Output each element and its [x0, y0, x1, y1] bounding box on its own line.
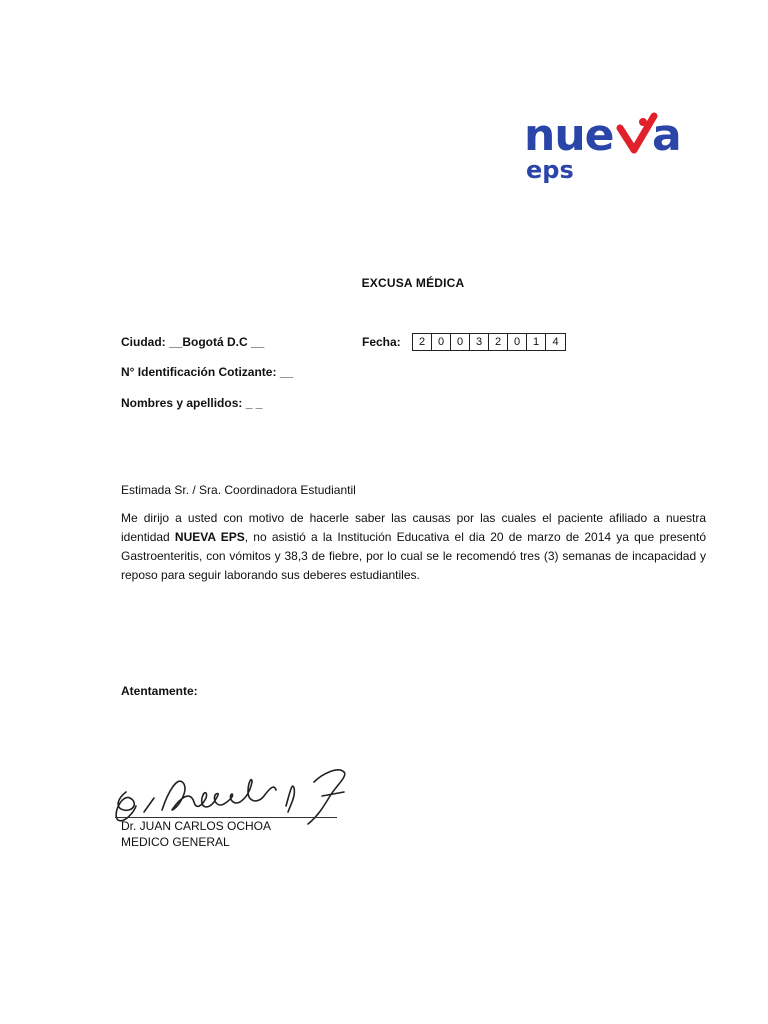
- date-digit: 0: [432, 334, 451, 350]
- nueva-eps-logo: [522, 108, 712, 184]
- document-title: EXCUSA MÉDICA: [361, 276, 465, 290]
- signatory-block: [121, 818, 271, 850]
- fecha-label: Fecha:: [362, 335, 401, 349]
- date-digit: 1: [527, 334, 546, 350]
- nombres-field: Nombres y apellidos: _ _: [121, 396, 263, 410]
- greeting: Estimada Sr. / Sra. Coordinadora Estudiantil: [121, 483, 356, 497]
- body-text-part1: Me dirijo a usted con motivo de hacerle saber las causas por las cuales el paciente afiliado a nuestra identidad: [121, 511, 706, 544]
- date-digit: 2: [489, 334, 508, 350]
- signatory-role: MEDICO GENERAL: [121, 835, 230, 849]
- body-text-bold: NUEVA EPS: [174, 530, 245, 544]
- date-digit: 4: [552, 336, 559, 348]
- svg-text:a: a: [652, 110, 682, 161]
- letter-body: [121, 509, 706, 585]
- identificacion-field: N° Identificación Cotizante: __: [121, 365, 294, 379]
- ciudad-field: Ciudad: __Bogotá D.C __: [121, 335, 265, 349]
- date-digit: 0: [508, 334, 527, 350]
- svg-text:nue: nue: [524, 110, 614, 161]
- body-text-part2: , no asistió a la Institución Educativa el dia 20 de marzo de 2014 ya que presentó Gastroenteritis, con vómitos y 38,3 de fiebre, por lo cual se le recomendó tres (3) semanas de incapacidad y reposo para seguir laborando sus deberes estudiantiles.: [121, 530, 707, 582]
- date-digit: 0: [451, 334, 470, 350]
- signatory-name: Dr. JUAN CARLOS OCHOA: [121, 819, 272, 833]
- date-digit: 3: [470, 334, 489, 350]
- svg-text:eps: eps: [526, 156, 574, 184]
- closing: Atentamente:: [121, 684, 198, 698]
- checkmark-icon: [620, 116, 654, 150]
- fecha-date-boxes: [412, 333, 566, 351]
- date-digit: 2: [413, 334, 432, 350]
